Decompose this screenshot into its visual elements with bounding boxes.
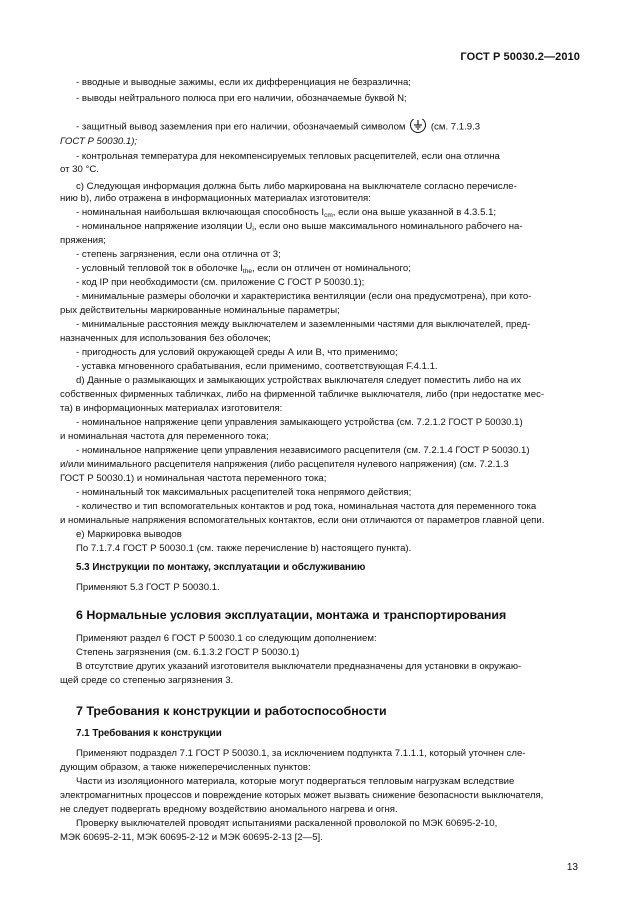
text-line: от 30 °С. [60,164,99,175]
text-line: Проверку выключателей проводят испытаниями раскаленной проволокой по МЭК 60695-2-10, [76,818,498,829]
text-line: и/или минимального расцепителя напряжения (либо расцепителя нулевого напряжения) (см. 7.2.1.3 [60,459,509,470]
text-line: е) Маркировка выводов [76,529,182,540]
text-line: - контрольная температура для некомпенсируемых тепловых расцепителей, если она отлична [76,151,500,162]
text-line: Применяют раздел 6 ГОСТ Р 50030.1 со следующим дополнением: [76,633,377,644]
text-line: собственных фирменных табличках, либо на фирменной табличке выключателя, либо (при недостатке мес- [60,389,545,400]
text-line: пряжения; [60,235,106,246]
text-line: ГОСТ Р 50030.1); [60,136,138,147]
chapter-heading: 6 Нормальные условия эксплуатации, монтажа и транспортирования [76,608,507,622]
text-line: В отсутствие других указаний изготовителя выключатели предназначены для установки в окружаю- [76,661,522,672]
text-fragment: - защитный вывод заземления при его наличии, обозначаемый символом [76,121,406,133]
text-line: Применяют 5.3 ГОСТ Р 50030.1. [76,582,220,593]
text-line: - минимальные размеры оболочки и характеристика вентиляции (если она предусмотрена), при кото- [76,291,532,302]
text-line [76,263,586,278]
text-line: - вводные и выводные зажимы, если их дифференциация не безразлична; [76,77,411,88]
text-line: с) Следующая информация должна быть либо маркирована на выключателе согласно перечисле- [76,181,517,192]
text-line: и номинальная частота для переменного тока; [60,431,269,442]
text-line: - номинальное напряжение цепи управления независимого расцепителя (см. 7.2.1.4 ГОСТ Р 50030.1) [76,445,530,456]
text-fragment: - номинальная наибольшая включающая способность I [76,207,325,218]
text-line: - степень загрязнения, если она отлична от 3; [76,249,281,260]
text-fragment: , если она выше указанной в 4.3.5.1; [332,207,497,218]
section-heading: 7.1 Требования к конструкции [76,728,222,739]
text-line [76,207,586,222]
text-line: Степень загрязнения (см. 6.1.3.2 ГОСТ Р 50030.1) [76,647,300,658]
section-heading: 5.3 Инструкции по монтажу, эксплуатации и обслуживанию [76,562,366,573]
text-line: - номинальный ток максимальных расцепителей тока непрямого действия; [76,487,412,498]
text-line [76,119,586,135]
text-line: d) Данные о размыкающих и замыкающих устройствах выключателя следует поместить либо на их [76,375,522,386]
text-fragment: - условный тепловой ток в оболочке I [76,263,243,274]
text-line: электромагнитных процессов и повреждение которых может вызвать снижение безопасности выключателя, [60,790,544,801]
text-line: та) в информационных материалах изготовителя: [60,403,283,414]
text-line: - пригодность для условий окружающей среды А или В, что применимо; [76,347,398,358]
page-number: 13 [566,862,578,873]
text-line: - номинальное напряжение цепи управления замыкающего устройства (см. 7.2.1.2 ГОСТ Р 50030.1) [76,417,523,428]
chapter-heading: 7 Требования к конструкции и работоспособности [76,704,387,718]
text-line: Применяют подраздел 7.1 ГОСТ Р 50030.1, за исключением подпункта 7.1.1.1, который уточнен сле- [76,748,526,759]
text-line: дующим образом, а также нижеперечисленных пунктов: [60,762,311,773]
subscript: i [252,226,254,233]
text-line: нию b), либо отражена в информационных материалах изготовителя: [60,193,371,204]
text-line: и номинальные напряжения вспомогательных контактов, если они отличаются от параметров главной цепи. [60,515,545,526]
text-line: Части из изоляционного материала, которые могут подвергаться тепловым нагрузкам вследствие [76,776,515,787]
text-fragment: (см. 7.1.9.3 [430,121,481,133]
text-line: По 7.1.7.4 ГОСТ Р 50030.1 (см. также перечисление b) настоящего пункта). [76,543,412,554]
text-line: ГОСТ Р 50030.1) и номинальная частота переменного тока; [60,473,327,484]
text-line: - код IP при необходимости (см. приложение С ГОСТ Р 50030.1); [76,277,365,288]
text-line: назначенных для использования без оболочек; [60,333,271,344]
text-line: щей среде со степенью загрязнения 3. [60,675,234,686]
text-line: - выводы нейтрального полюса при его наличии, обозначаемые буквой N; [76,93,407,104]
text-line: - минимальные расстояния между выключателем и заземленными частями для выключателей, пред- [76,319,531,330]
text-fragment: , если он отличен от номинального; [251,263,411,274]
text-line: МЭК 60695-2-11, МЭК 60695-2-12 и МЭК 60695-2-13 [2—5]. [60,832,323,843]
text-fragment: , если оно выше максимального номинального рабочего на- [253,221,523,232]
text-line: - количество и тип вспомогательных контактов и род тока, номинальная частота для переменного тока [76,501,537,512]
document-header-code: ГОСТ Р 50030.2—2010 [460,51,580,63]
text-line [76,221,586,236]
text-fragment: - номинальное напряжение изоляции U [76,221,253,232]
text-line: рых действительны маркированные номинальные параметры; [60,305,340,316]
ground-icon [410,119,426,133]
text-line: - уставка мгновенного срабатывания, если применимо, соответствующая F.4.1.1. [76,361,438,372]
subscript: cm [324,212,333,219]
text-line: не следует подвергать вредному воздействию аномального нагрева и огня. [60,804,398,815]
subscript: the [242,268,252,275]
